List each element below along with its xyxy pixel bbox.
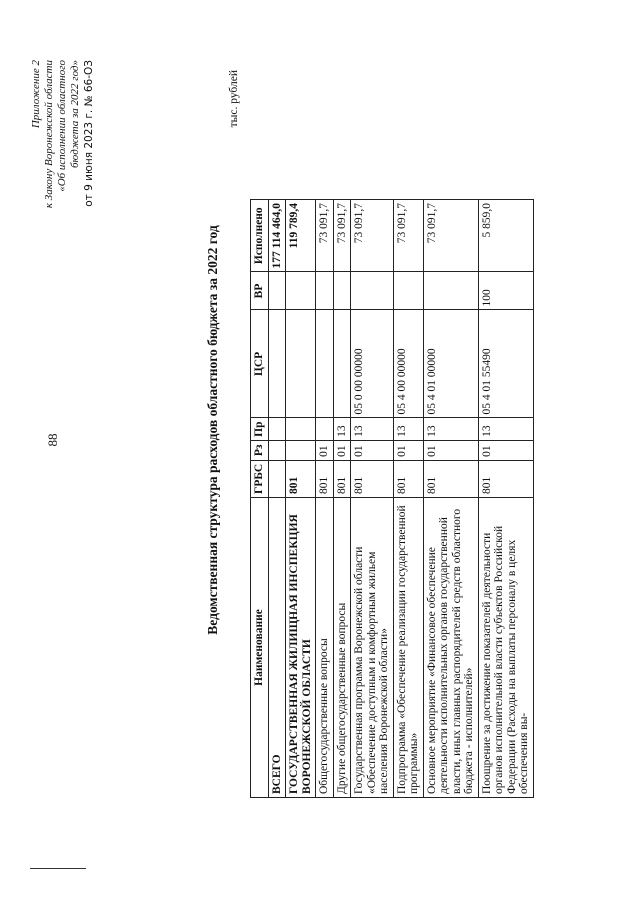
header-grbs: ГРБС (251, 460, 269, 497)
cell-csr (316, 310, 334, 418)
units-label: тыс. рублей (228, 70, 240, 128)
cell-vr (351, 272, 394, 310)
table-row (351, 199, 394, 797)
cell-grbs: 801 (423, 460, 478, 497)
table-row (333, 199, 351, 797)
appendix-decree: от 9 июня 2023 г. № 66-ОЗ (83, 60, 95, 207)
cell-rz: 01 (478, 440, 533, 460)
cell-name: Другие общегосударственные вопросы (333, 498, 351, 798)
document-title: Ведомственная структура расходов областного бюджета за 2022 год (205, 225, 220, 635)
header-executed: Исполнено (251, 199, 269, 272)
cell-csr (333, 310, 351, 418)
header-rz: Рз (251, 440, 269, 460)
cell-grbs: 801 (333, 460, 351, 497)
appendix-law-title-cont: бюджета за 2022 год» (69, 60, 81, 169)
cell-name: Основное мероприятие «Финансовое обеспечение деятельности исполнительных органов государственной власти, иных главных распорядителей средств областного бюджета - исполнителей» (423, 498, 478, 798)
cell-pr: 13 (423, 418, 478, 440)
cell-pr (286, 418, 316, 440)
cell-pr (316, 418, 334, 440)
appendix-label: Приложение 2 (30, 60, 42, 129)
cell-vr (333, 272, 351, 310)
cell-vr (316, 272, 334, 310)
cell-grbs: 801 (316, 460, 334, 497)
cell-pr: 13 (333, 418, 351, 440)
cell-rz: 01 (423, 440, 478, 460)
cell-csr: 05 0 00 00000 (351, 310, 394, 418)
cell-rz (286, 440, 316, 460)
table-header-row (251, 199, 269, 797)
footnote-rule (30, 868, 86, 869)
table-row-department (286, 199, 316, 797)
cell-rz: 01 (351, 440, 394, 460)
appendix-block (30, 60, 96, 300)
cell-rz (268, 440, 286, 460)
cell-executed: 5 859,0 (478, 199, 533, 272)
cell-executed: 73 091,7 (316, 199, 334, 272)
cell-grbs: 801 (351, 460, 394, 497)
cell-csr: 05 4 01 55490 (478, 310, 533, 418)
cell-grbs: 801 (393, 460, 423, 497)
cell-rz: 01 (393, 440, 423, 460)
header-vr: ВР (251, 272, 269, 310)
cell-pr: 13 (351, 418, 394, 440)
cell-executed: 177 114 464,0 (268, 199, 286, 272)
cell-vr (286, 272, 316, 310)
cell-csr: 05 4 00 00000 (393, 310, 423, 418)
cell-name: ГОСУДАРСТВЕННАЯ ЖИЛИЩНАЯ ИНСПЕКЦИЯ ВОРОНЕЖСКОЙ ОБЛАСТИ (286, 498, 316, 798)
table-row (393, 199, 423, 797)
cell-csr (286, 310, 316, 418)
page-number: 88 (45, 433, 60, 447)
cell-name: Государственная программа Воронежской области «Обеспечение доступным и комфортным жильем населения Воронежской области» (351, 498, 394, 798)
cell-pr: 13 (393, 418, 423, 440)
cell-name: Общегосударственные вопросы (316, 498, 334, 798)
cell-executed: 73 091,7 (333, 199, 351, 272)
cell-vr (268, 272, 286, 310)
cell-grbs (268, 460, 286, 497)
cell-name: ВСЕГО (268, 498, 286, 798)
appendix-law-title: «Об исполнении областного (56, 60, 68, 192)
cell-vr (423, 272, 478, 310)
cell-grbs: 801 (478, 460, 533, 497)
cell-executed: 73 091,7 (351, 199, 394, 272)
header-name: Наименование (251, 498, 269, 798)
table-row (423, 199, 478, 797)
header-pr: Пр (251, 418, 269, 440)
cell-pr: 13 (478, 418, 533, 440)
cell-executed: 119 789,4 (286, 199, 316, 272)
cell-vr: 100 (478, 272, 533, 310)
cell-csr: 05 4 01 00000 (423, 310, 478, 418)
cell-name: Подпрограмма «Обеспечение реализации государственной программы» (393, 498, 423, 798)
cell-name: Поощрение за достижение показателей деятельности органов исполнительной власти субъектов Российской Федерации (Расходы на выплаты персоналу в целях обеспечения вы- (478, 498, 533, 798)
cell-grbs: 801 (286, 460, 316, 497)
table-row-total (268, 199, 286, 797)
cell-rz: 01 (333, 440, 351, 460)
table-row (478, 199, 533, 797)
cell-csr (268, 310, 286, 418)
header-csr: ЦСР (251, 310, 269, 418)
cell-pr (268, 418, 286, 440)
table-row (316, 199, 334, 797)
cell-rz: 01 (316, 440, 334, 460)
appendix-law: к Закону Воронежской области (43, 60, 55, 209)
cell-vr (393, 272, 423, 310)
cell-executed: 73 091,7 (393, 199, 423, 272)
expenditure-table (250, 199, 534, 798)
cell-executed: 73 091,7 (423, 199, 478, 272)
